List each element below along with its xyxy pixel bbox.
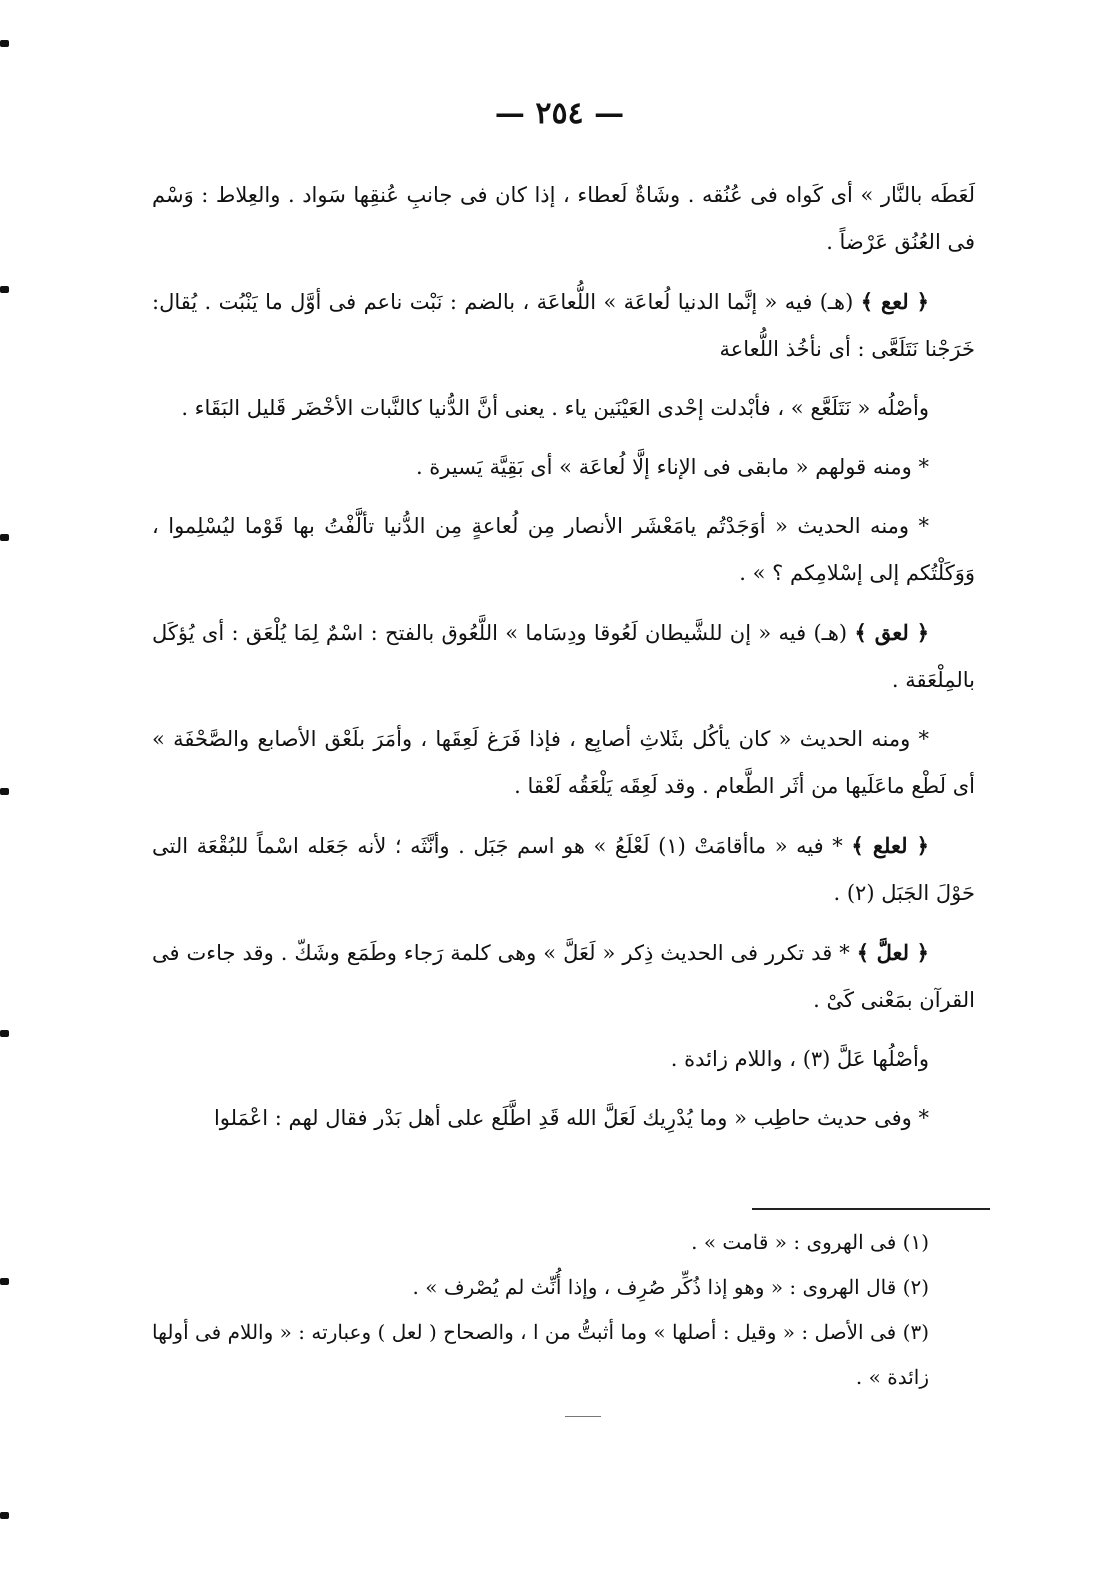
paragraph-1 — [152, 172, 975, 266]
headword: ﴿ لعع ﴾ — [860, 289, 929, 314]
margin-mark — [0, 534, 9, 541]
page-end-mark — [565, 1416, 601, 1417]
paragraph-text: (هـ) فيه « إن للشَّيطان لَعُوقا ودِسَاما » اللَّعُوق بالفتح : اسْمٌ لِمَا يُلْعَق : أى يُؤكَل بالمِلْعَقة . — [152, 621, 975, 692]
footnote-2: (٢) قال الهروى : « وهو إذا ذُكِّر صُرِف ، وإذا أُنِّث لم يُصْرف » . — [412, 1275, 929, 1299]
paragraph-text: وأصْلُها عَلَّ (٣) ، واللام زائدة . — [670, 1047, 929, 1071]
paragraph-11 — [152, 1095, 975, 1142]
paragraph-text: * وفى حديث حاطِب « وما يُدْرِيك لَعَلَّ الله قَدِ اطَّلَع على أهل بَدْر فقال لهم : اعْمَلوا — [213, 1106, 929, 1130]
footnotes — [152, 1220, 975, 1400]
paragraph-4 — [152, 444, 975, 491]
paragraph-text: * ومنه الحديث « أوَجَدْتُم يامَعْشَر الأنصار مِن لُعاعةٍ مِن الدُّنيا تألَّفْتُ بها قَوْما ليُسْلِموا ، وَوَكَلْتُكم إلى إسْلامِكم ؟ » . — [152, 514, 975, 585]
paragraph-text: وأصْلُه « نَتَلَعَّع » ، فأبْدلت إحْدى العَيْنَين ياء . يعنى أنَّ الدُّنيا كالنَّبات الأخْضَر قَليل البَقَاء . — [181, 396, 929, 420]
paragraph-10 — [152, 1036, 975, 1083]
paragraph-text: * ومنه قولهم « مابقى فى الإناء إلَّا لُعاعَة » أى بَقِيَّة يَسيرة . — [415, 455, 929, 479]
entry-lalaa — [152, 822, 975, 917]
margin-mark — [0, 1512, 9, 1519]
margin-mark — [0, 1030, 9, 1037]
footnote-divider — [752, 1208, 990, 1210]
entry-lae — [152, 278, 975, 373]
main-text — [152, 172, 975, 1154]
entry-laalla — [152, 929, 975, 1024]
margin-mark — [0, 286, 9, 293]
paragraph-text: لَعَطَه بالنَّار » أى كَواه فى عُنُقه . وشَاةٌ لَعطاء ، إذا كان فى جانبِ عُنقِها سَواد . والعِلاط : وَسْم فى العُنُق عَرْضاً . — [152, 183, 975, 254]
headword: ﴿ لعلع ﴾ — [851, 833, 929, 858]
margin-mark — [0, 1278, 9, 1285]
footnote-3: (٣) فى الأصل : « وقيل : أصلها » وما أثبتُّ من ا ، والصحاح ( لعل ) وعبارته : « واللام فى أولها زائدة » . — [152, 1320, 929, 1389]
paragraph-3 — [152, 385, 975, 432]
footnote-1: (١) فى الهروى : « قامت » . — [691, 1230, 929, 1254]
paragraph-text: (هـ) فيه « إنَّما الدنيا لُعاعَة » اللُّعاعَة ، بالضم : نَبْت ناعم فى أوَّل ما يَنْبُت . يُقال: خَرَجْنا نَتَلَعَّى : أى نأخُذ اللُّعاعة — [152, 290, 975, 361]
paragraph-text: * قد تكرر فى الحديث ذِكر « لَعَلَّ » وهى كلمة رَجاء وطَمَع وشَكّ . وقد جاءت فى القرآن بمَعْنى كَىْ . — [152, 941, 975, 1012]
headword: ﴿ لعلَّ ﴾ — [856, 940, 929, 965]
margin-mark — [0, 788, 9, 795]
paragraph-7 — [152, 716, 975, 810]
paragraph-text: * فيه « ماأقامَتْ (١) لَعْلَعُ » هو اسم جَبَل . وأنَّثَه ؛ لأنه جَعَله اسْماً للبُقْعَة التى حَوْلَ الجَبَل (٢) . — [152, 834, 975, 905]
margin-mark — [0, 40, 9, 47]
page-number: — ٢٥٤ — — [494, 96, 625, 131]
paragraph-5 — [152, 503, 975, 597]
entry-laaq — [152, 609, 975, 704]
paragraph-text: * ومنه الحديث « كان يأكُل بثَلاثِ أصابِع ، فإذا فَرَغ لَعِقَها ، وأمَرَ بلَعْق الأصابع والصَّحْفَة » أى لَطْع ماعَلَيها من أثَر الطَّعام . وقد لَعِقَه يَلْعَقُه لَعْقا . — [152, 727, 975, 798]
headword: ﴿ لعق ﴾ — [854, 620, 929, 645]
